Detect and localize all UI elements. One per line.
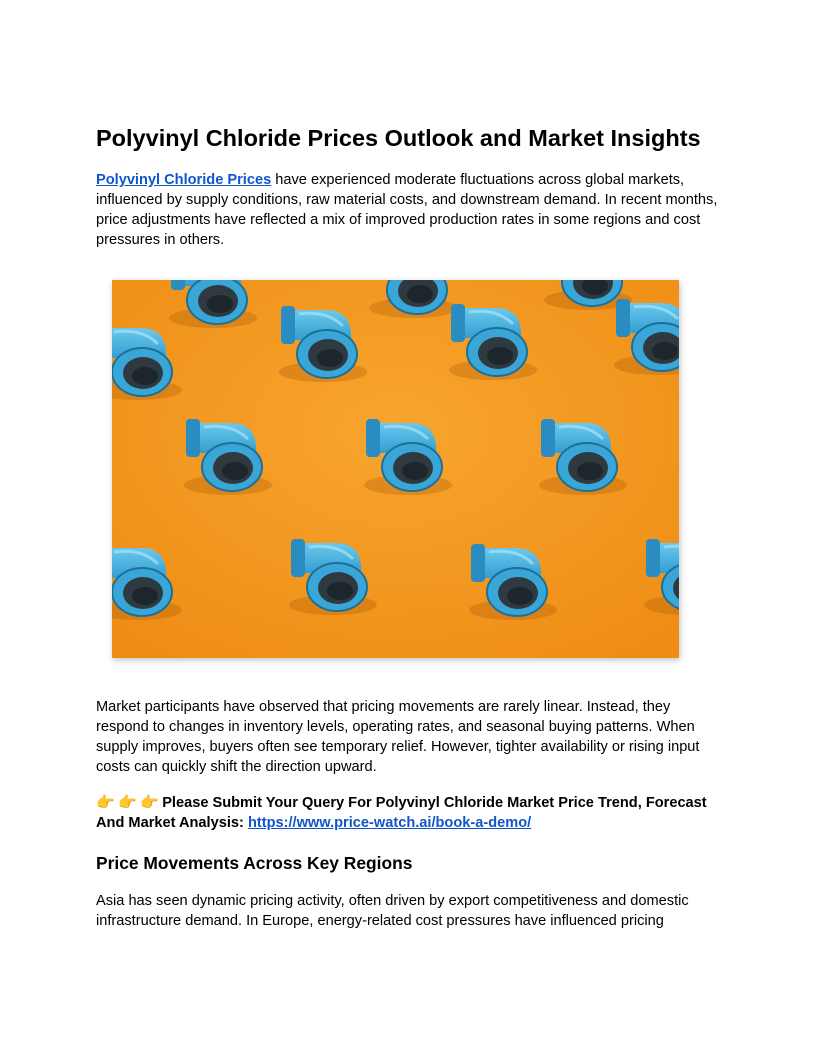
cta-paragraph	[96, 793, 724, 833]
cta-text: Please Submit Your Query For Polyvinyl Chloride Market Price Trend, Forecast And Market Analysis:	[96, 795, 707, 831]
intro-text: have experienced moderate fluctuations across global markets, influenced by supply conditions, raw material costs, and downstream demand. In recent months, price adjustments have reflected a mix of improved production rates in some regions and cost pressures in others.	[96, 172, 718, 248]
polyvinyl-chloride-prices-link[interactable]: Polyvinyl Chloride Prices	[96, 172, 272, 188]
pvc-pipe-elbows-photo	[112, 280, 679, 658]
page-title: Polyvinyl Chloride Prices Outlook and Market Insights	[96, 125, 701, 151]
photo-canvas	[112, 280, 679, 658]
book-demo-link[interactable]: https://www.price-watch.ai/book-a-demo/	[247, 815, 532, 831]
pointing-hand-icon: 👉	[96, 794, 115, 811]
intro-paragraph	[96, 170, 724, 250]
pointing-hand-icon: 👉	[118, 794, 137, 811]
market-paragraph: Market participants have observed that pricing movements are rarely linear. Instead, they respond to changes in inventory levels, operating rates, and seasonal buying patterns. When supply improves, buyers often see temporary relief. However, tighter availability or rising input costs can quickly shift the direction upward.	[96, 699, 700, 775]
section-heading: Price Movements Across Key Regions	[96, 853, 413, 873]
pointing-hand-icon: 👉	[140, 794, 159, 811]
regions-paragraph: Asia has seen dynamic pricing activity, often driven by export competitiveness and domestic infrastructure demand. In Europe, energy-related cost pressures have influenced pricing	[96, 893, 689, 929]
